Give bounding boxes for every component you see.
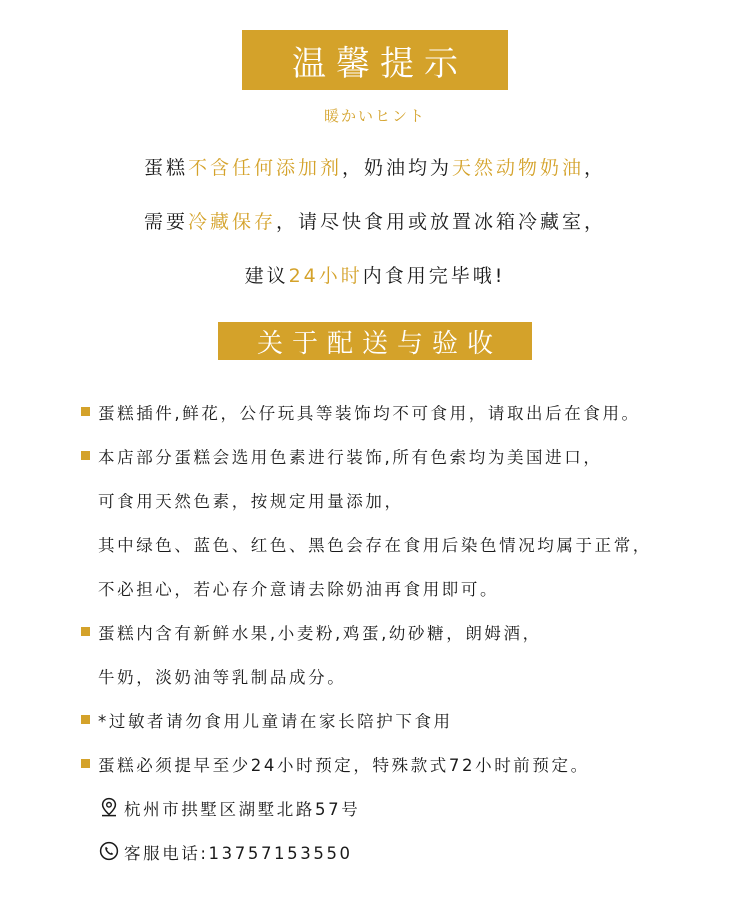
tips-subtitle: 暖かいヒント <box>323 107 426 125</box>
list-item <box>0 748 750 778</box>
bullet-square-icon <box>81 407 90 416</box>
tips-text: ，奶油均为 <box>341 157 452 179</box>
tips-highlight: 冷藏保存 <box>187 211 276 233</box>
address-text: 杭州市拱墅区湖墅北路57号 <box>124 800 361 819</box>
tips-text: 建议 <box>244 265 289 287</box>
list-item-text: 其中绿色、蓝色、红色、黑色会存在食用后染色情况均属于正常， <box>98 536 652 555</box>
list-item <box>0 440 750 470</box>
phone-icon <box>99 841 119 861</box>
list-item <box>0 396 750 426</box>
phone-text: 客服电话:13757153550 <box>124 844 353 863</box>
list-item-continuation <box>0 572 750 602</box>
bullet-square-icon <box>81 451 90 460</box>
tips-text: ， <box>584 157 607 179</box>
list-item <box>0 616 750 646</box>
tips-line-timing <box>0 261 750 288</box>
tips-banner <box>242 30 508 90</box>
list-item-text: *过敏者请勿食用儿童请在家长陪护下食用 <box>98 712 453 731</box>
location-pin-icon <box>99 797 119 817</box>
tips-highlight: 不含任何添加剂 <box>187 157 342 179</box>
bullet-square-icon <box>81 759 90 768</box>
tips-text: 蛋糕 <box>143 157 188 179</box>
address-line <box>0 792 750 822</box>
list-item-text: 本店部分蛋糕会选用色素进行装饰,所有色索均为美国进口， <box>98 448 603 467</box>
list-item-text: 可食用天然色素，按规定用量添加， <box>98 492 404 511</box>
list-item-text: 牛奶，淡奶油等乳制品成分。 <box>98 668 347 687</box>
tips-banner-title: 温馨提示 <box>292 43 468 84</box>
tips-text: ，请尽快食用或放置冰箱冷藏室， <box>276 211 607 233</box>
list-item-text: 蛋糕内含有新鲜水果,小麦粉,鸡蛋,幼砂糖，朗姆酒， <box>98 624 542 643</box>
tips-highlight: 24小时 <box>288 265 363 287</box>
list-item-text: 不必担心，若心存介意请去除奶油再食用即可。 <box>98 580 500 599</box>
delivery-banner-title: 关于配送与验收 <box>256 328 502 359</box>
tips-line-storage <box>0 207 750 234</box>
list-item-continuation <box>0 528 750 558</box>
bullet-square-icon <box>81 715 90 724</box>
tips-text: 内食用完毕哦! <box>362 265 506 287</box>
list-item-text: 蛋糕插件,鲜花，公仔玩具等装饰均不可食用，请取出后在食用。 <box>98 404 641 423</box>
bullet-square-icon <box>81 627 90 636</box>
list-item <box>0 704 750 734</box>
delivery-banner <box>218 322 532 360</box>
tips-highlight: 天然动物奶油 <box>452 157 585 179</box>
list-item-text: 蛋糕必须提早至少24小时预定，特殊款式72小时前预定。 <box>98 756 590 775</box>
phone-line <box>0 836 750 866</box>
list-item-continuation <box>0 660 750 690</box>
tips-line-ingredients <box>0 153 750 180</box>
tips-text: 需要 <box>143 211 188 233</box>
list-item-continuation <box>0 484 750 514</box>
